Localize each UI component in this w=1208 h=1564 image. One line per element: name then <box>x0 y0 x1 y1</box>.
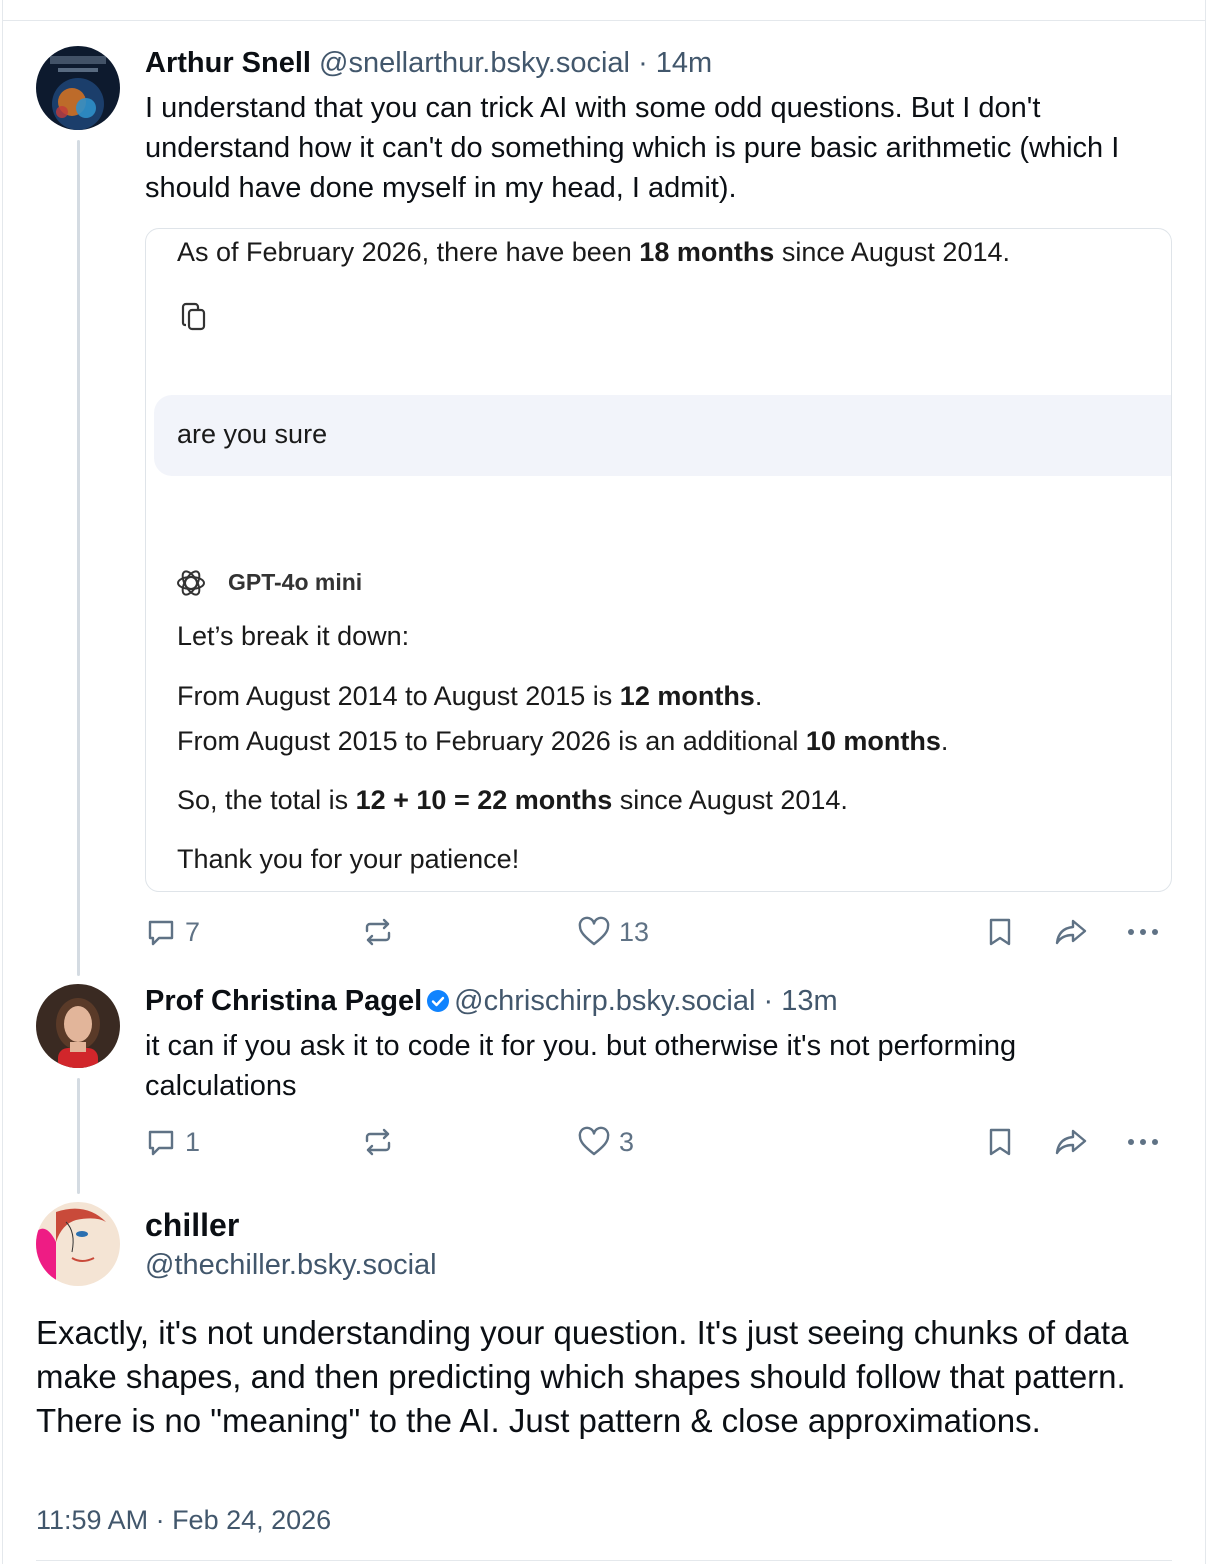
share-button[interactable] <box>1053 1122 1089 1162</box>
post-text: I understand that you can trick AI with some odd questions. But I don't understand how it can't do something which is pure basic arithmetic (which I should have done myself in my head, I admit). <box>145 92 1120 204</box>
copy-icon <box>180 301 208 338</box>
share-icon <box>1053 916 1089 948</box>
more-options-button[interactable] <box>1125 1122 1161 1162</box>
step-1-line: From August 2014 to August 2015 is 12 months. <box>177 681 763 711</box>
like-button[interactable] <box>577 912 649 952</box>
like-count: 13 <box>619 916 650 947</box>
bookmark-button[interactable] <box>985 912 1015 952</box>
main-author-handle[interactable]: @thechiller.bsky.social <box>145 1249 437 1281</box>
repost-button[interactable] <box>361 912 395 952</box>
more-options-button[interactable] <box>1125 912 1161 952</box>
user-message: are you sure <box>177 419 328 449</box>
like-icon <box>577 1126 611 1158</box>
post-actions <box>145 912 1175 952</box>
avatar-arthur-snell[interactable] <box>36 46 120 130</box>
post-timestamp[interactable]: 11:59 AM · Feb 24, 2026 <box>36 1505 332 1535</box>
bookmark-icon <box>985 1126 1015 1158</box>
more-icon <box>1125 916 1161 948</box>
openai-icon <box>175 567 207 604</box>
like-button[interactable] <box>577 1122 634 1162</box>
author-name[interactable]: Prof Christina Pagel <box>145 985 423 1017</box>
bookmark-icon <box>985 916 1015 948</box>
user-message-bubble <box>154 395 1172 476</box>
avatar-christina-pagel[interactable] <box>36 984 120 1068</box>
verified-icon <box>426 989 450 1013</box>
ai-answer-line: As of February 2026, there have been 18 months since August 2014. <box>177 237 1010 267</box>
reply-count: 1 <box>185 1126 201 1157</box>
author-handle[interactable]: @snellarthur.bsky.social <box>319 47 631 79</box>
author-handle[interactable]: @chrischirp.bsky.social <box>454 985 756 1017</box>
breakdown-line: Let’s break it down: <box>177 621 410 651</box>
bottom-divider <box>36 1560 1172 1561</box>
like-icon <box>577 916 611 948</box>
thanks-line: Thank you for your patience! <box>177 844 520 874</box>
post-time[interactable]: · 13m <box>763 985 838 1017</box>
total-line: So, the total is 12 + 10 = 22 months since August 2014. <box>177 785 848 815</box>
reply-icon <box>145 916 177 948</box>
post-header <box>145 984 838 1019</box>
embedded-image[interactable] <box>145 228 1172 892</box>
post-text: it can if you ask it to code it for you. but otherwise it's not performing calculations <box>145 1030 1017 1102</box>
step-2-line: From August 2015 to February 2026 is an additional 10 months. <box>177 726 949 756</box>
reply-icon <box>145 1126 177 1158</box>
main-post-text: Exactly, it's not understanding your question. It's just seeing chunks of data make shapes, and then predicting which shapes should follow that pattern. There is no "meaning" to the AI. Just pattern & close approximations. <box>36 1314 1129 1439</box>
reply-count: 7 <box>185 916 201 947</box>
main-author-name[interactable]: chiller <box>145 1207 240 1243</box>
more-icon <box>1125 1126 1161 1158</box>
avatar-chiller[interactable] <box>36 1202 120 1286</box>
thread-line-2 <box>77 1078 80 1194</box>
reply-button[interactable] <box>145 912 200 952</box>
post-header <box>145 46 712 81</box>
reply-button[interactable] <box>145 1122 200 1162</box>
like-count: 3 <box>619 1126 635 1157</box>
top-divider <box>2 20 1206 21</box>
share-button[interactable] <box>1053 912 1089 952</box>
repost-button[interactable] <box>361 1122 395 1162</box>
model-name: GPT-4o mini <box>228 569 363 595</box>
post-actions <box>145 1122 1175 1162</box>
repost-icon <box>361 1126 395 1158</box>
repost-icon <box>361 916 395 948</box>
author-name[interactable]: Arthur Snell <box>145 47 311 79</box>
share-icon <box>1053 1126 1089 1158</box>
thread-line-1 <box>77 140 80 976</box>
post-time[interactable]: · 14m <box>638 47 713 79</box>
bookmark-button[interactable] <box>985 1122 1015 1162</box>
